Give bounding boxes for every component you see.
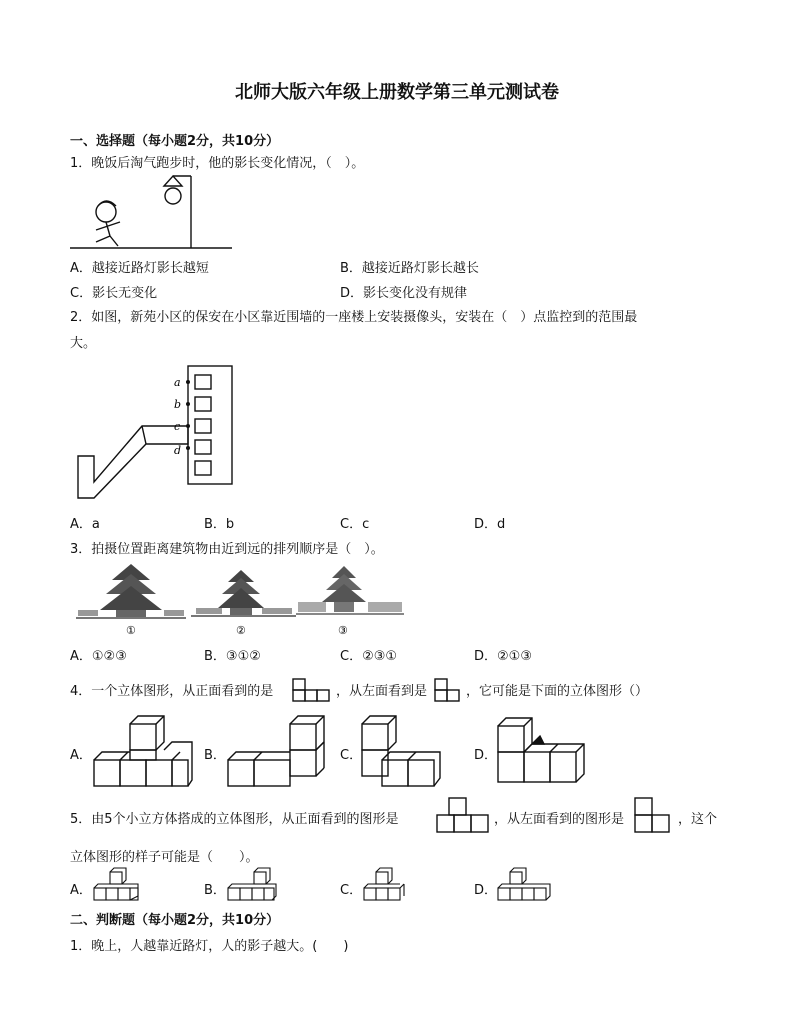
- question-3-text: 3．拍摄位置距离建筑物由近到远的排列顺序是（ ）。: [70, 542, 384, 557]
- q4-option-b-cubes: [226, 714, 330, 790]
- q4-front-view-figure: [292, 678, 332, 702]
- q5-option-a-cubes: [92, 868, 152, 904]
- photo-label-2: ②: [236, 624, 246, 637]
- q3-option-a[interactable]: A．①②③: [70, 649, 127, 664]
- q4-left-view-figure: [434, 678, 462, 702]
- q5-option-b-cubes: [226, 868, 286, 904]
- q4-option-c[interactable]: C．: [340, 748, 363, 763]
- section-heading-choice: 一、选择题（每小题2分，共10分）: [70, 134, 280, 149]
- photo-label-3: ③: [338, 624, 348, 637]
- q4-option-b[interactable]: B．: [204, 748, 226, 763]
- q3-option-b[interactable]: B．③①②: [204, 649, 261, 664]
- q2-option-a[interactable]: A．a: [70, 517, 100, 532]
- q2-option-c[interactable]: C．c: [340, 517, 370, 532]
- q4-option-d-cubes: [496, 714, 600, 790]
- q3-option-c[interactable]: C．②③①: [340, 649, 398, 664]
- question-5-text-part2: ，从左面看到的图形是: [494, 812, 625, 827]
- question-5-text-line2: 立体图形的样子可能是（ ）。: [70, 850, 259, 865]
- label-d: d: [174, 444, 182, 457]
- question-1-text: 1．晚饭后淘气跑步时，他的影长变化情况，（ ）。: [70, 156, 365, 171]
- q1-option-a[interactable]: A．越接近路灯影长越短: [70, 261, 209, 276]
- photo-label-1: ①: [126, 624, 136, 637]
- q5-option-a[interactable]: A．: [70, 883, 92, 898]
- label-c: c: [174, 420, 181, 433]
- question-2-text-line2: 大。: [70, 336, 97, 351]
- q1-option-c[interactable]: C．影长无变化: [70, 286, 158, 301]
- q2-option-b[interactable]: B．b: [204, 517, 235, 532]
- question-5-text-part1: 5．由5个小立方体搭成的立体图形，从正面看到的图形是: [70, 812, 399, 827]
- judgment-question-1-text: 1．晚上，人越靠近路灯，人的影子越大。( ): [70, 939, 349, 954]
- question-4-text-part2: ，从左面看到是: [336, 684, 428, 699]
- page-title: 北师大版六年级上册数学第三单元测试卷: [235, 82, 559, 103]
- q5-option-d[interactable]: D．: [474, 883, 498, 898]
- question-4-text-part3: ，它可能是下面的立体图形（）: [466, 684, 649, 699]
- q2-building-wall-figure: [76, 364, 236, 504]
- section-heading-judgment: 二、判断题（每小题2分，共10分）: [70, 913, 280, 928]
- q3-option-d[interactable]: D．②①③: [474, 649, 532, 664]
- q5-option-c[interactable]: C．: [340, 883, 363, 898]
- q4-option-a-cubes: [92, 714, 196, 790]
- q4-option-a[interactable]: A．: [70, 748, 92, 763]
- label-a: a: [174, 376, 181, 389]
- q1-option-b[interactable]: B．越接近路灯影长越长: [340, 261, 479, 276]
- q2-option-d[interactable]: D．d: [474, 517, 506, 532]
- q1-streetlight-figure: [70, 170, 240, 252]
- question-5-text-part3: ，这个: [678, 812, 718, 827]
- q1-option-d[interactable]: D．影长变化没有规律: [340, 286, 468, 301]
- question-2-text: 2．如图，新苑小区的保安在小区靠近围墙的一座楼上安装摄像头，安装在（ ）点监控到的范围最: [70, 310, 638, 325]
- q5-option-d-cubes: [496, 868, 562, 904]
- q3-temple-photos: [76, 560, 406, 638]
- q5-option-c-cubes: [362, 868, 422, 904]
- q4-option-d[interactable]: D．: [474, 748, 498, 763]
- label-b: b: [174, 398, 182, 411]
- q5-front-view-figure: [436, 796, 492, 836]
- q4-option-c-cubes: [360, 714, 464, 790]
- q5-left-view-figure: [634, 796, 674, 836]
- question-4-text-part1: 4．一个立体图形，从正面看到的是: [70, 684, 274, 699]
- q5-option-b[interactable]: B．: [204, 883, 226, 898]
